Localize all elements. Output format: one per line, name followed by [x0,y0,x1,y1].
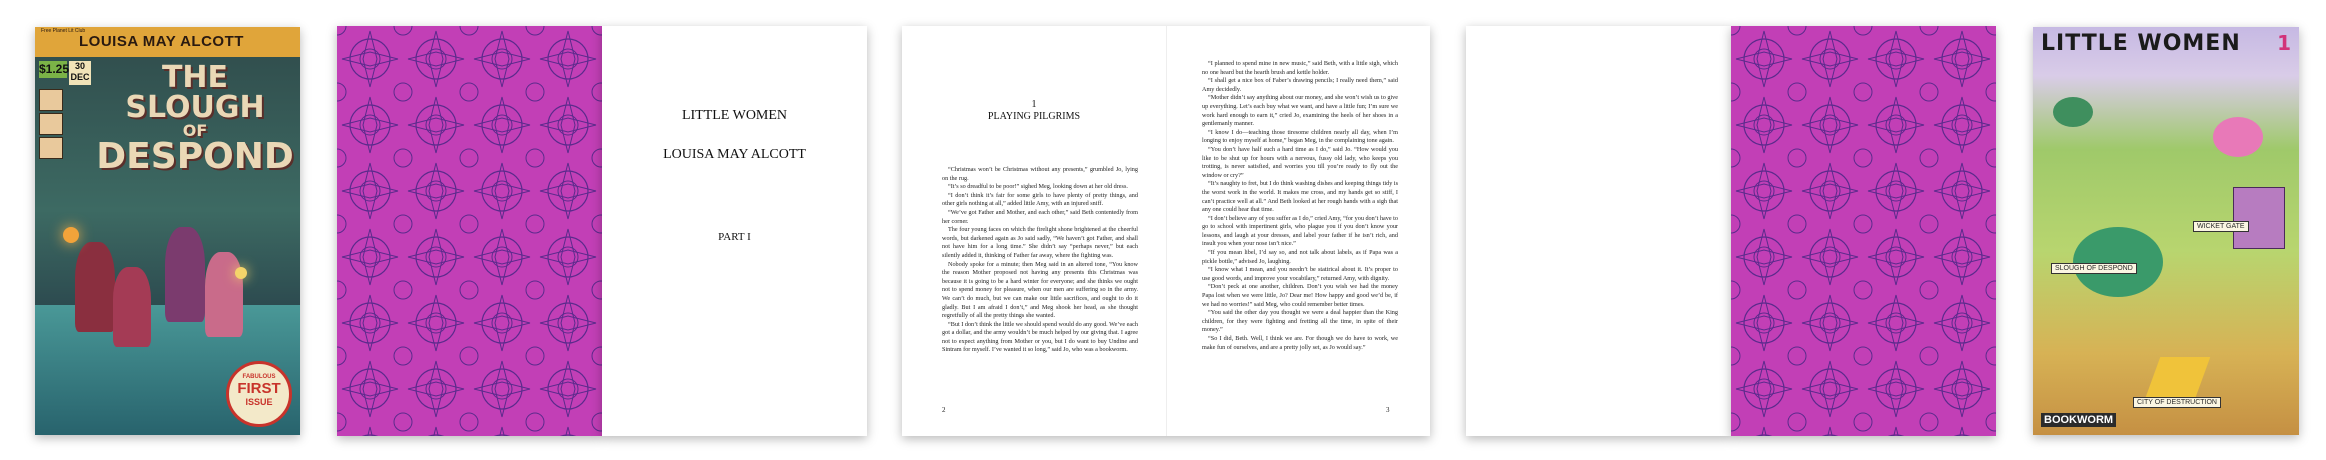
title-page-part: PART I [718,231,751,243]
paragraph: “If you mean libel, I’d say so, and not talk about labels, as if Papa was a pickle bottle,” advised Jo, laughing. [1202,249,1398,265]
cover-title-line1: THE SLOUGH [125,60,265,125]
paragraph: “Christmas won’t be Christmas without any presents,” grumbled Jo, lying on the rug. [942,166,1138,182]
first-issue-badge [226,361,292,427]
flame-burst-icon [2146,357,2211,397]
paragraph: Nobody spoke for a minute; then Meg said in an altered tone, “You know the reason Mother proposed not having any presents this Christmas was because it is going to be a hard winter for everyone; and she thinks we ought not to spend money for pleasure, when our men are suffering so in the army. We can’t do much, but we can make our little sacrifices, and ought to do it gladly. But I am afraid I don’t,” and Meg shook her head, as she thought regretfully of all the pretty things she wanted. [942,260,1138,320]
paragraph: “But I don’t think the little we should spend would do any good. We’ve each got a dollar, and the army wouldn’t be much helped by our giving that. I agree not to expect anything from Mother or you, but I do want to buy Undine and Sintram for myself. I’ve wanted it so long,” said Jo, who was a bookworm. [942,320,1138,354]
map-label-wicket-gate: WICKET GATE [2193,221,2249,232]
torch-flame-icon [63,227,79,243]
map-label-slough: SLOUGH OF DESPOND [2051,263,2137,274]
tree-icon [2053,97,2093,127]
cover-date [69,61,91,85]
paragraph: “I don’t think it’s fair for some girls to have plenty of pretty things, and other girls nothing at all,” added little Amy, with an injured sniff. [942,191,1138,208]
paragraph: “You don’t have half such a hard time as I do,” said Jo. “How would you like to be shut up for hours with a nervous, fussy old lady, who keeps you trotting, is never satisfied, and worries you till you’re ready to fly out the window or cry?” [1202,145,1398,179]
tree-icon [2073,227,2163,297]
publisher-logo: BOOKWORM [2041,413,2116,427]
cover-title [95,60,295,177]
paragraph: The four young faces on which the firelight shone brightened at the cheerful words, but darkened again as Jo said sadly, “We haven’t got Father, and shall not have him for a long time.” She didn’t say “perhaps never,” but each silently added it, thinking of Father far away, where the fighting was. [942,226,1138,259]
chapter-number: 1 [1031,99,1037,110]
figure-girl-2 [113,267,151,347]
paragraph: “I shall get a nice box of Faber’s drawing pencils; I really need them,” said Amy decidedly. [1202,77,1398,93]
badge-line2: FIRST [237,380,281,397]
paragraph: “We’ve got Father and Mother, and each other,” said Beth contentedly from her corner. [942,208,1138,225]
paragraph: “Mother didn’t say anything about our money, and she won’t wish us to give up everything. Let’s each buy what we want, and have a little fun; I’m sure we work hard enough to earn it,” cried Jo, examining the heels of her shoes in a gentlemanly manner. [1202,94,1398,128]
paragraph: “I planned to spend mine in new music,” said Beth, with a little sigh, which no one heard but the hearth brush and kettle holder. [1202,60,1398,76]
cover-top-note: Free Planet Lit Club [41,28,86,34]
endpaper-pattern-right [1731,26,1996,436]
castle-icon [2233,187,2285,249]
right-folio: 3 [1386,406,1390,414]
paragraph: “I know what I mean, and you needn’t be statirical about it. It’s proper to use good words, and improve your vocabilary,” returned Amy, with dignity. [1202,266,1398,282]
endpaper-pattern-left [337,26,602,436]
cover2-title: LITTLE WOMEN [2041,31,2241,56]
chapter-spread[interactable] [902,26,1430,436]
paragraph: “It’s naughty to fret, but I do think washing dishes and keeping things tidy is the worst work in the world. It makes me cross, and my hands get so stiff, I can’t practice well at all.” And Beth looked at her rough hands with a sigh that any one could hear that time. [1202,180,1398,214]
title-page[interactable] [602,26,867,436]
comic-cover-slough-of-despond[interactable] [35,27,300,435]
map-label-city: CITY OF DESTRUCTION [2133,397,2221,408]
figure-girl-1 [75,242,115,332]
title-page-author: LOUISA MAY ALCOTT [663,147,806,162]
paragraph: “It’s so dreadful to be poor!” sighed Meg, looking down at her old dress. [948,183,1128,191]
character-portrait-3 [39,137,63,159]
character-portrait-2 [39,113,63,135]
cover-author: LOUISA MAY ALCOTT [79,33,244,50]
paragraph: “Don’t peck at one another, children. Don’t you wish we had the money Papa lost when we were little, Jo? Dear me! How happy and good we’d be, if we had no worries!” said Meg, who could remember better times. [1202,283,1398,308]
lantern-icon [235,267,247,279]
gutter-line [1166,26,1167,436]
blossom-tree-icon [2213,117,2263,157]
left-page-text [942,166,1138,355]
paragraph: “I don’t believe any of you suffer as I do,” cried Amy, “for you don’t have to go to school with impertinent girls, who plague you if you don’t know your lessons, and laugh at your dresses, and label your father if he isn’t rich, and insult you when your nose isn’t nice.” [1202,214,1398,248]
figure-girl-3 [165,227,205,322]
cover2-issue-number: 1 [2277,31,2291,55]
badge-line1: FABULOUS [242,374,276,380]
figure-girl-4 [205,252,243,337]
title-page-book-title: LITTLE WOMEN [681,108,788,123]
cover-price: $1.25 [39,62,70,76]
character-portrait-1 [39,89,63,111]
paragraph: “I know I do—teaching those tiresome children nearly all day, when I’m longing to enjoy myself at home,” began Meg, in the complaining tone again. [1202,128,1398,145]
blank-page[interactable] [1466,26,1731,436]
cover-title-line2: OF [182,121,208,140]
paragraph: “So I did, Beth. Well, I think we are. For though we do have to work, we make fun of ourselves, and are a pretty jolly set, as Jo would say.” [1202,335,1398,351]
cover-date-month: DEC [70,72,90,82]
comic-cover-little-women-map[interactable] [2033,27,2299,435]
paragraph: “You said the other day you thought we were a deal happier than the King children, for they were fighting and fretting all the time, in spite of their money.” [1202,309,1398,334]
cover-title-line3: DESPOND [96,136,294,177]
left-folio: 2 [942,406,946,414]
cover-date-day: 30 [74,61,85,71]
badge-line3: ISSUE [245,397,273,407]
right-page-text [1202,60,1398,352]
chapter-title: PLAYING PILGRIMS [987,111,1081,122]
